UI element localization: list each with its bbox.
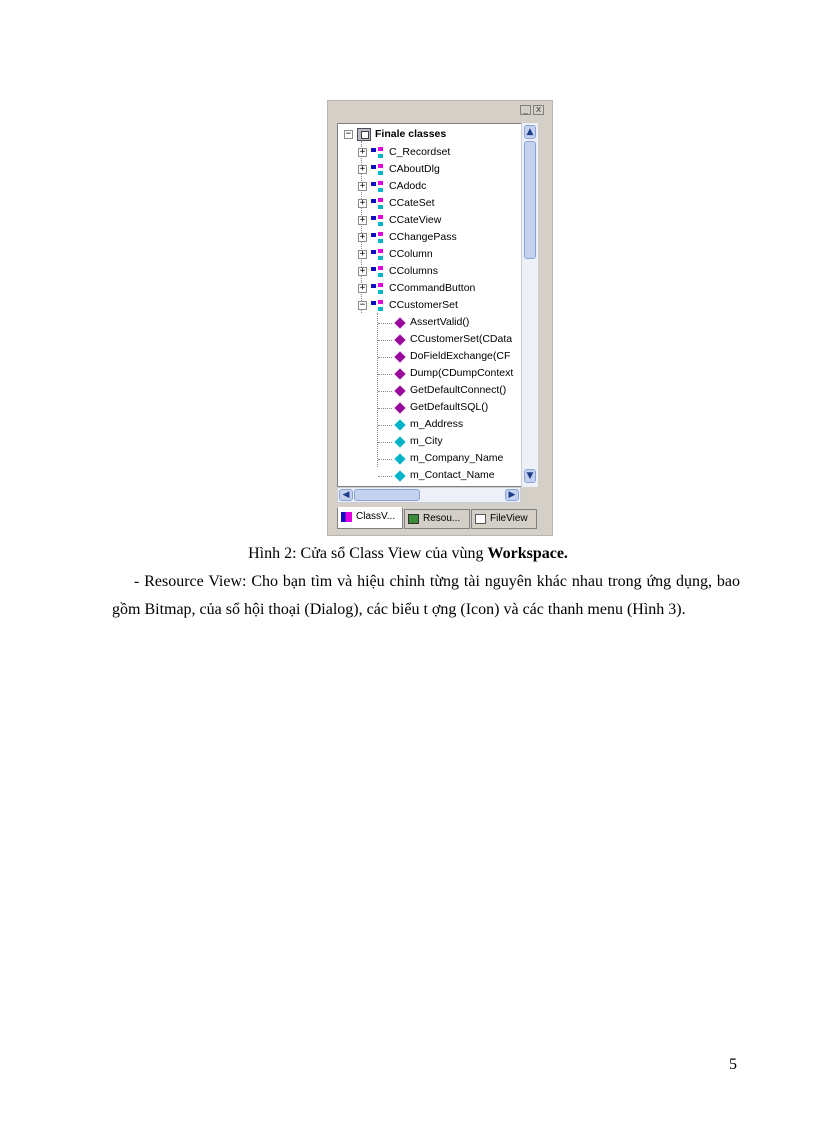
class-icon [371,300,385,312]
tab-resourceview[interactable] [404,509,470,529]
caption-bold-word: Workspace. [487,545,568,562]
tree-connector [378,442,392,443]
tree-connector [377,313,378,467]
class-icon [371,232,385,244]
expand-icon[interactable]: + [359,147,366,157]
scroll-down-arrow-icon[interactable]: ▼ [524,469,536,483]
tree-connector [378,391,392,392]
tab-label: FileView [490,513,528,524]
tree-root[interactable] [344,126,446,143]
tree-connector [378,374,392,375]
method-icon [394,402,405,413]
close-button[interactable]: x [533,105,544,115]
tree-connector [378,459,392,460]
expand-icon[interactable]: + [359,249,366,259]
vertical-scrollbar[interactable] [521,123,538,487]
page-number: 5 [729,1056,737,1073]
tree-member-item[interactable] [394,467,495,484]
panel-titlebar [328,101,552,119]
tree-class-label: CChangePass [389,231,457,243]
tree-class-item[interactable] [358,229,457,246]
member-variable-icon [394,453,405,464]
body-paragraph [112,568,740,624]
scroll-up-arrow-icon[interactable]: ▲ [524,125,536,139]
class-icon [371,147,385,159]
expand-icon[interactable]: + [359,164,366,174]
file-icon [475,514,486,524]
resource-icon [408,514,419,524]
tree-class-label: CCustomerSet [389,299,458,311]
tree-connector [378,476,392,477]
class-icon [371,164,385,176]
scroll-left-arrow-icon[interactable]: ◀ [339,489,353,501]
tree-connector [378,340,392,341]
class-icon [371,249,385,261]
tab-label: Resou... [423,513,461,524]
tree-method-label: GetDefaultConnect() [410,384,507,396]
tree-method-label: Dump(CDumpContext [410,367,514,379]
tree-class-label: C_Recordset [389,146,451,158]
member-variable-icon [394,436,405,447]
method-icon [394,317,405,328]
class-icon [371,198,385,210]
class-icon [371,181,385,193]
workspace-icon [357,128,371,141]
figure-caption [0,545,816,563]
tree-method-label: DoFieldExchange(CF [410,350,511,362]
class-icon [371,266,385,278]
tree-member-item[interactable] [394,416,463,433]
tree-member-label: m_Company_Name [410,452,504,464]
paragraph-text: - Resource View: Cho bạn tìm và hiệu chỉnh từng tài nguyên khác nhau trong ứng dụng, bao gồm Bitmap, của sổ hội thoại (Dialog), các biểu t ợng (Icon) và các thanh menu (Hình 3). [112,573,740,618]
tab-fileview[interactable] [471,509,537,529]
tab-classview[interactable] [337,507,403,529]
expand-icon[interactable]: + [359,181,366,191]
tree-class-item[interactable] [358,178,426,195]
method-icon [394,351,405,362]
tree-class-item[interactable] [358,212,441,229]
tree-member-item[interactable] [394,433,443,450]
class-tree [337,123,537,487]
caption-prefix: Hình 2: [248,545,301,562]
tree-method-label: AssertValid() [410,316,470,328]
tree-method-item[interactable] [394,382,506,399]
tree-class-label: CColumn [389,248,433,260]
tree-method-label: GetDefaultSQL() [410,401,489,413]
tree-class-label: CAdodc [389,180,427,192]
method-icon [394,368,405,379]
tree-member-item[interactable] [394,450,503,467]
class-icon [371,283,385,295]
method-icon [394,385,405,396]
tree-class-item[interactable] [358,195,435,212]
tree-member-label: m_Contact_Name [410,469,495,481]
tree-class-label: CColumns [389,265,439,277]
scroll-right-arrow-icon[interactable]: ▶ [505,489,519,501]
tree-root-label: Finale classes [375,128,447,140]
class-icon [371,215,385,227]
tree-class-item[interactable] [358,280,475,297]
class-view-screenshot [327,100,553,536]
member-variable-icon [394,470,405,481]
tree-method-item[interactable] [394,399,488,416]
tree-class-label: CCommandButton [389,282,476,294]
collapse-icon[interactable]: − [345,129,352,139]
vertical-scroll-thumb[interactable] [524,141,536,259]
class-icon [341,512,352,522]
tree-class-item[interactable] [358,297,458,314]
tree-class-label: CCateView [389,214,442,226]
expand-icon[interactable]: + [359,215,366,225]
tree-method-label: CCustomerSet(CData [410,333,513,345]
collapse-icon[interactable]: − [359,300,366,310]
tree-connector [378,323,392,324]
tree-member-label: m_Address [410,418,464,430]
horizontal-scroll-thumb[interactable] [354,489,420,501]
tree-member-label: m_City [410,435,443,447]
member-variable-icon [394,419,405,430]
horizontal-scrollbar[interactable] [337,487,521,503]
expand-icon[interactable]: + [359,283,366,293]
tree-connector [378,408,392,409]
expand-icon[interactable]: + [359,232,366,242]
tree-class-label: CAboutDlg [389,163,440,175]
tree-method-item[interactable] [394,365,513,382]
tree-connector [378,357,392,358]
tree-class-item[interactable] [358,246,433,263]
tree-class-label: CCateSet [389,197,435,209]
tree-class-item[interactable] [358,161,440,178]
method-icon [394,334,405,345]
expand-icon[interactable]: + [359,266,366,276]
tab-label: ClassV... [356,511,396,522]
tree-method-item[interactable] [394,331,512,348]
tree-class-item[interactable] [358,144,450,161]
caption-text: Cửa sổ Class View của vùng [300,545,488,562]
tree-connector [378,425,392,426]
tree-method-item[interactable] [394,314,469,331]
workspace-tabs [337,507,547,531]
tree-method-item[interactable] [394,348,510,365]
minimize-button[interactable]: _ [520,105,531,115]
tree-class-item[interactable] [358,263,438,280]
expand-icon[interactable]: + [359,198,366,208]
